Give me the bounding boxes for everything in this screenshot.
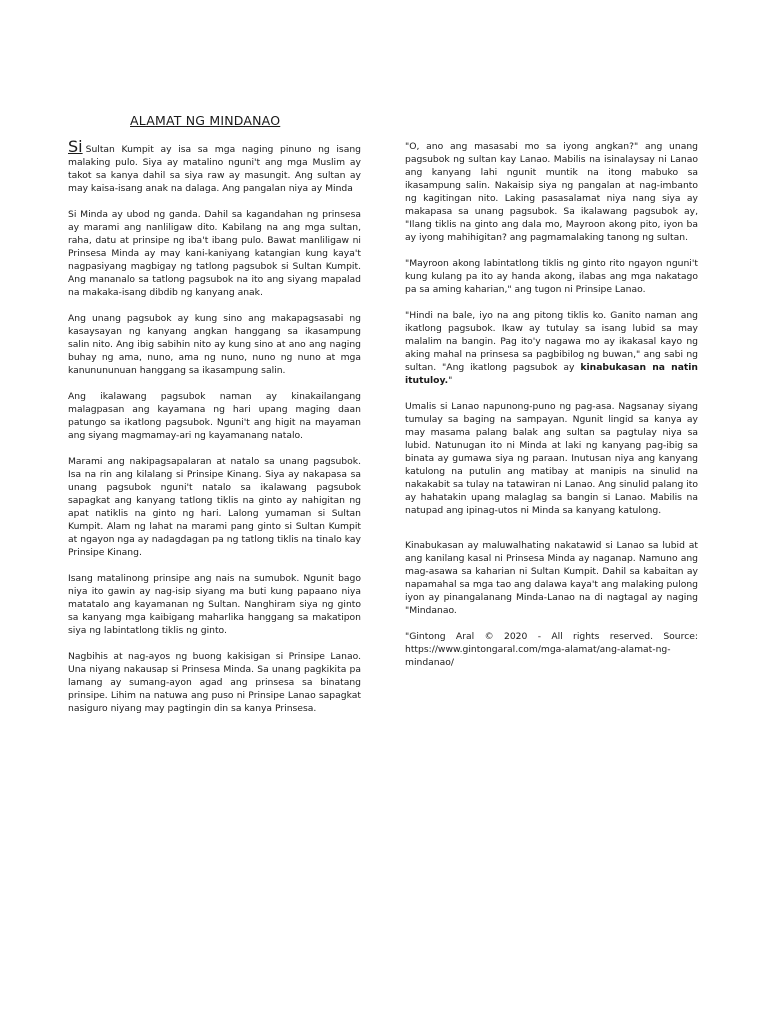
- paragraph-intro: [68, 137, 361, 195]
- paragraph: "Mayroon akong labintatlong tiklis ng ginto rito ngayon nguni't kung kulang pa ito ay handa akong, ilabas ang mga nakatago pa sa aming kaharian," ang tugon ni Prinsipe Lanao.: [405, 258, 698, 295]
- paragraph: Kinabukasan ay maluwalhating nakatawid si Lanao sa lubid at ang kanilang kasal ni Prinsesa Minda ay naganap. Namuno ang mag-asawa sa kaharian ni Sultan Kumpit. Dahil sa kabaitan ay napamahal sa mga tao ang dalawa kaya't ang malaking pulong iyon ay pinangalanang Minda-Lanao na di nagtagal ay naging "Mindanao.: [405, 540, 698, 616]
- paragraph: Umalis si Lanao napunong-puno ng pag-asa. Nagsanay siyang tumulay sa baging na sampayan. Ngunit lingid sa kanya ay may masama palang balak ang sultan sa pagtulay niya sa lubid. Natunugan ito ni Minda at laki ng kanyang pag-ibig sa binata ay gumawa siya ng paraan. Inutusan niya ang kanyang katulong na putulin ang matibay at manipis na sinulid na nakakabit sa tulay na tatawiran ni Lanao. Ang sinulid palang ito ay hahatakin upang malaglag sa bangin si Lanao. Mabilis na natupad ang ipinag-utos ni Minda sa kanyang katulong.: [405, 401, 698, 516]
- paragraph: [405, 309, 698, 387]
- paragraph: Si Minda ay ubod ng ganda. Dahil sa kagandahan ng prinsesa ay marami ang nanliligaw dito. Kabilang na ang mga sultan, raha, datu at prinsipe ng iba't ibang pulo. Bawat manliligaw ni Prinsesa Minda ay may kani-kaniyang katangian kung kaya't nagpasiyang magbigay ng tatlong pagsubok si Sultan Kumpit. Ang mananalo sa tatlong pagsubok na ito ang siyang mapalad na makaka-isang dibdib ng kanyang anak.: [68, 209, 361, 298]
- right-column: [405, 140, 698, 669]
- paragraph: "O, ano ang masasabi mo sa iyong angkan?" ang unang pagsubok ng sultan kay Lanao. Mabilis na isinalaysay ni Lanao ang kanyang lahi ngunit muntik na itong mabuko sa ikasampung salin. Nakaisip siya ng pangalan at nag-imbanto ng kagitingan nito. Laking pasasalamat niya nang siya ay makapasa sa unang pagsubok. Sa ikalawang pagsubok ay, "Ilang tiklis na ginto ang dala mo, Mayroon akong pito, iyon ba ay iyong mahihigitan? ang pagmamalaking tanong ng sultan.: [405, 141, 698, 243]
- closing-quote: ": [448, 375, 453, 386]
- paragraph-text: "Hindi na bale, iyo na ang pitong tiklis ko. Ganito naman ang ikatlong pagsubok. Ikaw ay tutulay sa isang lubid sa may malalim na bangin. Pag ito'y nagawa mo ay ikakasal kayo ng aking mahal na prinsesa sa pagbibilog ng buwan," ang sabi ng sultan. "Ang ikatlong pagsubok ay: [405, 310, 698, 373]
- bold-phrase: kinabukasan na natin itutuloy.: [405, 362, 698, 386]
- paragraph: Isang matalinong prinsipe ang nais na sumubok. Ngunit bago niya ito gawin ay nag-isip siyang ma buti kung papaano niya matatalo ang kayamanan ng Sultan. Nanghiram siya ng ginto sa kanyang mga kaibigang maharlika hanggang sa makatipon siya ng labintatlong tiklis ng ginto.: [68, 573, 361, 636]
- drop-cap: Si: [68, 137, 83, 156]
- paragraph: Nagbihis at nag-ayos ng buong kakisigan si Prinsipe Lanao. Una niyang nakausap si Prinsesa Minda. Sa unang pagkikita pa lamang ay sumang-ayon agad ang prinsesa sa binatang prinsipe. Lihim na natuwa ang puso ni Prinsipe Lanao sapagkat nasiguro niyang may pagtingin din sa kanya Prinsesa.: [68, 651, 361, 714]
- paragraph: Ang ikalawang pagsubok naman ay kinakailangang malagpasan ang kayamana ng hari upang maging daan patungo sa ikatlong pagsubok. Nguni't ang higit na mayaman ang siyang magmamay-ari ng kayamanang natalo.: [68, 391, 361, 441]
- left-column: [68, 137, 361, 715]
- paragraph-intro-text: Sultan Kumpit ay isa sa mga naging pinuno ng isang malaking pulo. Siya ay matalino nguni't ang mga Muslim ay takot sa kanya dahil sa siya raw ay masungit. Ang sultan ay may kaisa-isang anak na dalaga. Ang pangalan niya ay Minda: [68, 144, 361, 194]
- page-title: ALAMAT NG MINDANAO: [130, 113, 281, 128]
- paragraph: Ang unang pagsubok ay kung sino ang makapagsasabi ng kasaysayan ng kanyang angkan hanggang sa ikasampung salin nito. Ang ibig sabihin nito ay kung sino at ano ang naging buhay ng ama, nuno, ama ng nuno, nuno ng nuno at mga kanunununuan hanggang sa ikasampung salin.: [68, 313, 361, 376]
- paragraph: Marami ang nakipagsapalaran at natalo sa unang pagsubok. Isa na rin ang kilalang si Prinsipe Kinang. Siya ay nakapasa sa unang pagsubok nguni't natalo sa ikalawang pagsubok sapagkat ang kanyang tatlong tiklis na ginto ay nahigitan ng apat natiklis na ginto ng hari. Lalong yumaman si Sultan Kumpit. Alam ng lahat na marami pang ginto si Sultan Kumpit at ngayon nga ay nadagdagan pa ng tatlong tiklis na tinalo kay Prinsipe Kinang.: [68, 456, 361, 558]
- source-citation: "Gintong Aral © 2020 - All rights reserved. Source: https://www.gintongaral.com/mga-alamat/ang-alamat-ng-mindanao/: [405, 631, 698, 668]
